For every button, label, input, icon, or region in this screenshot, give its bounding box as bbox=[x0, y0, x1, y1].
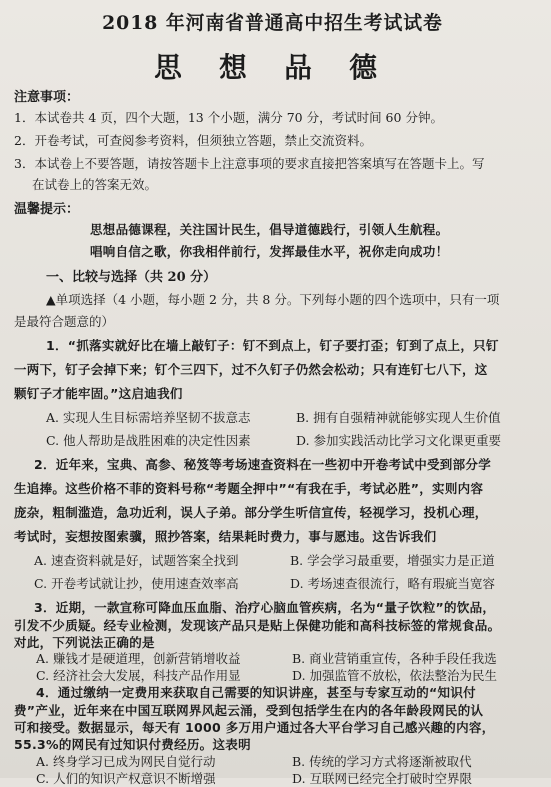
option-b: B. 传统的学习方式将逐渐被取代 bbox=[292, 753, 472, 769]
notice-item: 在试卷上的答案无效。 bbox=[32, 177, 158, 192]
option-c: C. 开卷考试就让抄，使用速查效率高 bbox=[34, 576, 239, 591]
option-c: C. 经济社会大发展，科技产品作用显 bbox=[36, 668, 241, 684]
option-d: D. 考场速查很流行，略有瑕疵当宽容 bbox=[290, 576, 496, 591]
notice-heading: 注意事项： bbox=[14, 90, 80, 105]
question-line: 费”产业，近年来在中国互联网界风起云涌，受到包括学生在内的各年龄段网民的认 bbox=[14, 702, 484, 718]
section-intro: 是最符合题意的） bbox=[14, 314, 115, 329]
tips-line: 思想品德课程，关注国计民生，倡导道德践行，引领人生航程。 bbox=[90, 222, 449, 237]
option-b: B. 学会学习最重要，增强实力是正道 bbox=[290, 553, 495, 568]
question-line: 考试时，妄想按图索骥，照抄答案，结果耗时费力，事与愿违。这告诉我们 bbox=[14, 529, 437, 544]
option-d: D. 参加实践活动比学习文化课更重要 bbox=[296, 433, 502, 448]
question-line: 颗钉子才能牢固。”这启迪我们 bbox=[14, 386, 183, 401]
question-line: 引发不少质疑。经专业检测，发现该产品只是贴上保健功能和高科技标签的常规食品。 bbox=[14, 617, 501, 633]
question-line: 2．近年来，宝典、高参、秘笈等考场速查资料在一些初中开卷考试中受到部分学 bbox=[34, 457, 491, 472]
notice-item: 2．开卷考试，可查阅参考资料，但须独立答题，禁止交流资料。 bbox=[14, 133, 372, 148]
option-c: C. 人们的知识产权意识不断增强 bbox=[36, 770, 216, 786]
question-line: 对此，下列说法正确的是 bbox=[14, 634, 155, 650]
option-a: A. 终身学习已成为网民自觉行动 bbox=[36, 753, 216, 769]
question-line: 3．近期，一款宣称可降血压血脂、治疗心脑血管疾病，名为“量子饮粒”的饮品， bbox=[34, 600, 496, 615]
notice-item: 1．本试卷共 4 页，四个大题，13 个小题，满分 70 分，考试时间 60 分钟。 bbox=[14, 110, 443, 125]
question-line: 生追捧。这些价格不菲的资料号称“考题全押中”“有我在手，考试必胜”，实则内容 bbox=[14, 481, 484, 496]
option-a: A. 赚钱才是硬道理，创新营销增收益 bbox=[36, 651, 241, 667]
option-a: A. 实现人生目标需培养坚韧不拔意志 bbox=[46, 410, 251, 425]
question-line: 55.3%的网民有过知识付费经历。这表明 bbox=[14, 736, 251, 752]
section-heading: 一、比较与选择（共 20 分） bbox=[46, 270, 217, 285]
option-b: B. 商业营销重宣传，各种手段任我选 bbox=[292, 651, 497, 667]
option-c: C. 他人帮助是战胜困难的决定性因素 bbox=[46, 433, 251, 448]
option-b: B. 拥有自强精神就能够实现人生价值 bbox=[296, 410, 501, 425]
option-d: D. 加强监管不放松，依法整治为民生 bbox=[292, 668, 498, 684]
section-intro: ▲单项选择（4 小题，每小题 2 分，共 8 分。下列每小题的四个选项中，只有一项 bbox=[46, 292, 500, 307]
tips-heading: 温馨提示： bbox=[14, 202, 80, 217]
question-line: 庞杂，粗制滥造，急功近利，误人子弟。部分学生听信宣传，轻视学习，投机心理， bbox=[14, 505, 488, 520]
option-a: A. 速查资料就是好，试题答案全找到 bbox=[34, 553, 239, 568]
tips-line: 唱响自信之歌，你我相伴前行，发挥最佳水平，祝你走向成功！ bbox=[90, 244, 449, 259]
question-line: 一两下，钉子会掉下来；钉个三四下，过不久钉子仍然会松动；只有连钉七八下，这 bbox=[14, 362, 488, 377]
exam-title: 2018 年河南省普通高中招生考试试卷 bbox=[102, 12, 443, 34]
subject-title: 思 想 品 德 bbox=[154, 51, 391, 84]
question-line: 4．通过缴纳一定费用来获取自己需要的知识讲座，甚至与专家互动的“知识付 bbox=[36, 685, 476, 701]
question-line: 1．“抓落实就好比在墙上敲钉子：钉不到点上，钉子要打歪；钉到了点上，只钉 bbox=[46, 338, 499, 353]
option-d: D. 互联网已经完全打破时空界限 bbox=[292, 770, 473, 786]
question-line: 可和接受。数据显示，每天有 1000 多万用户通过各大平台学习自己感兴趣的内容， bbox=[14, 719, 495, 735]
notice-item: 3．本试卷上不要答题，请按答题卡上注意事项的要求直接把答案填写在答题卡上。写 bbox=[14, 156, 485, 171]
